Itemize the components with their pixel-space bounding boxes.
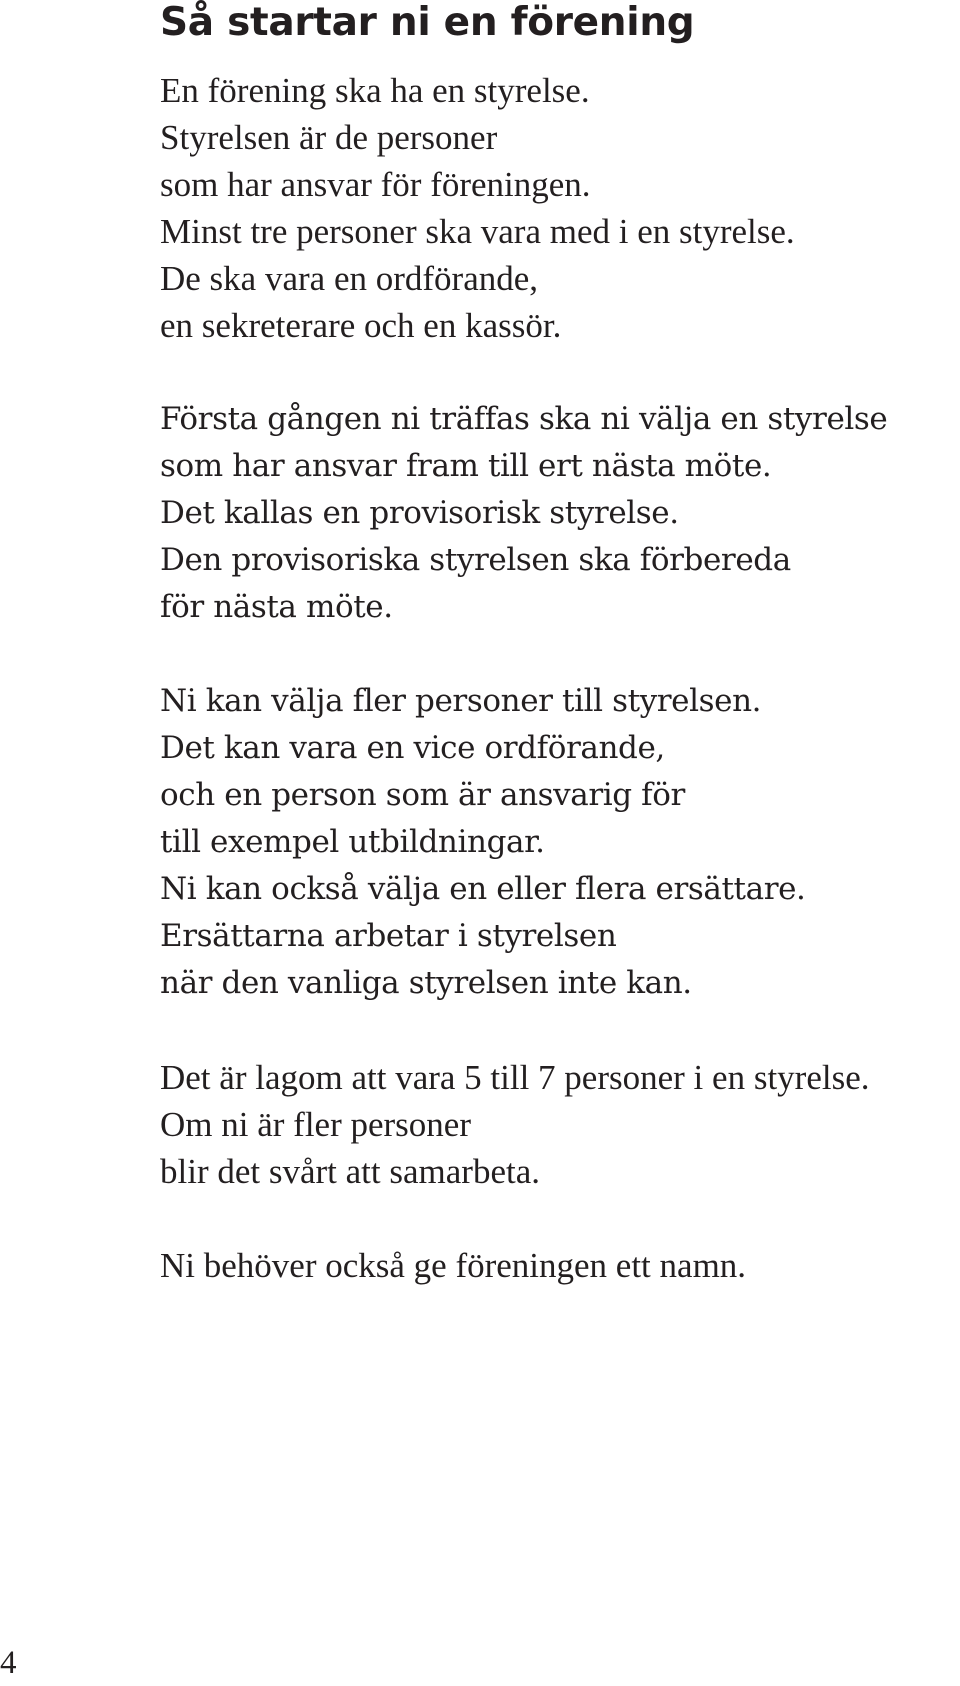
body-text (160, 67, 950, 1336)
text-line: Det kallas en provisorisk styrelse. (160, 495, 679, 531)
text-line: en sekreterare och en kassör. (160, 306, 562, 345)
text-line: Ni behöver också ge föreningen ett namn. (160, 1246, 747, 1285)
text-line: Första gången ni träffas ska ni välja en styrelse (160, 401, 888, 437)
paragraph-provisional-board (160, 396, 950, 631)
text-line: Ni kan också välja en eller flera ersättare. (160, 871, 806, 907)
text-line: som har ansvar fram till ert nästa möte. (160, 448, 772, 484)
text-line: och en person som är ansvarig för (160, 777, 685, 813)
text-line: som har ansvar för föreningen. (160, 165, 591, 204)
text-line: En förening ska ha en styrelse. (160, 71, 590, 110)
paragraph-more-members (160, 678, 950, 1007)
paragraph-association-name (160, 1242, 950, 1289)
paragraph-board-size (160, 1054, 950, 1195)
text-line: blir det svårt att samarbeta. (160, 1152, 540, 1191)
text-line: Det kan vara en vice ordförande, (160, 730, 665, 766)
text-line: Den provisoriska styrelsen ska förbereda (160, 542, 791, 578)
text-line: Minst tre personer ska vara med i en styrelse. (160, 212, 795, 251)
text-line: Ni kan välja fler personer till styrelsen. (160, 683, 762, 719)
text-line: för nästa möte. (160, 589, 393, 625)
page-title: Så startar ni en förening (160, 0, 695, 45)
text-line: Ersättarna arbetar i styrelsen (160, 918, 617, 954)
text-line: De ska vara en ordförande, (160, 259, 539, 298)
text-line: när den vanliga styrelsen inte kan. (160, 965, 692, 1001)
text-line: till exempel utbildningar. (160, 824, 545, 860)
text-line: Det är lagom att vara 5 till 7 personer i en styrelse. (160, 1058, 870, 1097)
page-number: 4 (0, 1645, 17, 1681)
text-line: Styrelsen är de personer (160, 118, 498, 157)
paragraph-board-requirement (160, 67, 950, 349)
text-line: Om ni är fler personer (160, 1105, 471, 1144)
